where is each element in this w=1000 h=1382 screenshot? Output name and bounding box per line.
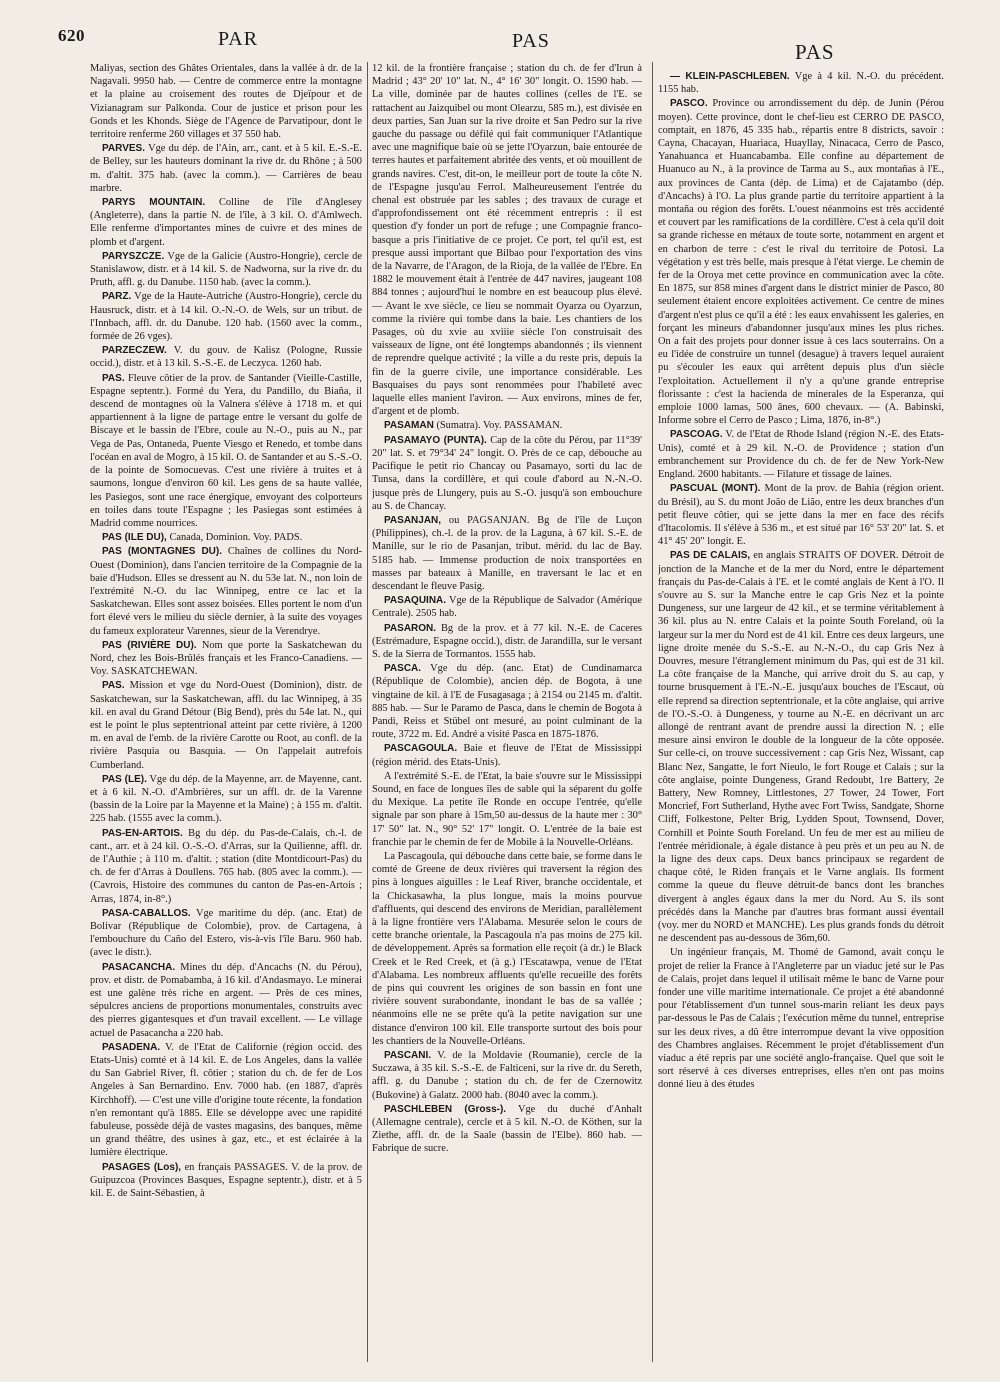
dictionary-entry [372, 434, 642, 513]
entry-headword: PASARON. [384, 622, 437, 634]
dictionary-entry [372, 770, 642, 849]
dictionary-entry [372, 62, 642, 418]
entry-headword: PAS (RIVIÈRE DU). [102, 639, 197, 651]
entry-text: Baie et fleuve de l'Etat de Mississippi (région mérid. des Etats-Unis). [372, 743, 642, 768]
dictionary-entry [372, 1103, 642, 1156]
text-column-left [90, 62, 362, 1362]
entry-headword: PAS (MONTAGNES DU). [102, 546, 222, 558]
entry-text: ou PAGSANJAN. Bg de l'île de Luçon (Philippines), ch.-l. de la prov. de la Laguna, à 67 kil. S.-E. de Manille, sur le rio de Pasanjan, tribut. mérid. du lac de Bay. 5185 hab. — Immense production de noix transportées en masses par bateaux à Manille, en traversant le lac et en descendant le fleuve Pasig. [372, 514, 642, 592]
entry-headword: PASAGES (Los), [102, 1161, 182, 1173]
entry-text: V. de l'Etat de Rhode Island (région N.-E. des Etats-Unis), comté et à 29 kil. N.-O. de Providence ; station d'un embranchement sur Providence du ch. de fer de New York-New England. 2600 habitants. — Filature et tissage de laines. [658, 429, 944, 481]
entry-text: A l'extrémité S.-E. de l'Etat, la baie s'ouvre sur le Mississippi Sound, en face de longues îles de sable qui la séparent du golfe du Mexique. La petite île Ronde en occupe l'entrée, qu'elle signale par son phare à 15m,50 au-dessus de la haute mer : 30° 17' 50" lat. N., 90° 52' 17" longit. O. L'entrée de la baie est franchie par le chemin de fer de Mobile à la Nouvelle-Orléans. [372, 770, 642, 848]
dictionary-entry [372, 662, 642, 741]
entry-headword: PASAMAYO (PUNTA). [384, 434, 487, 446]
dictionary-entry [372, 514, 642, 593]
dictionary-entry [90, 531, 362, 544]
entry-headword: PASA-CABALLOS. [102, 907, 191, 919]
dictionary-entry [90, 1041, 362, 1160]
entry-headword: PAS (LE). [102, 773, 147, 785]
column-divider [367, 62, 368, 1362]
entry-text: Vge maritime du dép. (anc. Etat) de Bolivar (République de Colombie), prov. de Cartagena, à l'embouchure du Caño del Estero, vis-à-vis l'île Baru. 960 hab. (avec le distr.). [90, 907, 362, 959]
entry-text: V. du gouv. de Kalisz (Pologne, Russie occid.), distr. et à 13 kil. S.-S.-E. de Leczyca. 1260 hab. [90, 345, 362, 370]
dictionary-entry [90, 679, 362, 771]
entry-text: Vge du dép. de la Mayenne, arr. de Mayenne, cant. et à 6 kil. N.-O. d'Ambrières, sur un affl. dr. de la Varenne (bassin de la Loire par la Mayenne et la Maine) ; à 155 m. d'altit. 225 hab. (1555 avec la comm.). [90, 773, 362, 825]
entry-text: Vge à 4 kil. N.-O. du précédent. 1155 hab. [658, 71, 944, 96]
dictionary-entry [372, 622, 642, 662]
text-column-right [658, 70, 944, 1370]
dictionary-entry [90, 250, 362, 290]
entry-text: Colline de l'île d'Anglesey (Angleterre), dans la partie N. de l'île, à 3 kil. O. d'Amlwech. Elle renferme d'importantes mines de cuivre et des mines de plomb et d'argent. [90, 197, 362, 248]
entry-headword: PASAMAN [384, 420, 434, 432]
entry-headword: PASCO. [670, 98, 708, 110]
entry-headword: PASADENA. [102, 1041, 161, 1053]
entry-headword: PARZ. [102, 291, 132, 303]
entry-headword: PASCOAG. [670, 429, 723, 441]
dictionary-entry [658, 549, 944, 945]
dictionary-entry [658, 946, 944, 1091]
dictionary-entry [90, 290, 362, 343]
entry-headword: PAS DE CALAIS, [670, 550, 751, 562]
entry-text: Mines du dép. d'Ancachs (N. du Pérou), prov. et distr. de Pomabamba, à 16 kil. d'Andasmayo. Le minerai est une galène très riche en argent. — Près de ces mines, sépulcres anciens de proportions monumentales, construits avec des pierres gigantesques et d'un travail excellent. — Le village actuel de Pasacancha a 220 hab. [90, 961, 362, 1039]
entry-headword: — KLEIN-PASCHLEBEN. [670, 71, 790, 82]
entry-text: Vge de la Haute-Autriche (Austro-Hongrie), cercle du Hausruck, distr. et à 14 kil. O.-N.-O. de Wels, sur un tribut. de l'Innbach, affl. dr. du Danube. 120 hab. (1560 avec la comm., formée de 26 vges). [90, 291, 362, 343]
entry-text: Bg de la prov. et à 77 kil. N.-E. de Caceres (Estrémadure, Espagne occid.), distr. de Jarandilla, sur le versant S. de la Sierra de Tormantos. 1555 hab. [372, 622, 642, 660]
entry-text: Bg du dép. du Pas-de-Calais, ch.-l. de cant., arr. et à 24 kil. O.-S.-O. d'Arras, sur la Quilienne, affl. dr. de l'Authie ; à 110 m. d'altit. ; station (dite Montdicourt-Pas) du ch. de fer d'Arras à Doullens. 765 hab. (805 avec la comm.). — (Cavrois, Histoire des communes du canton de Pas-en-Artois ; Arras, 1874, in-8°.) [90, 827, 362, 905]
entry-text: Vge de la République de Salvador (Amérique Centrale). 2505 hab. [372, 595, 642, 620]
entry-text: La Pascagoula, qui débouche dans cette baie, se forme dans le comté de Greene de deux rivières qui traversent la région des pins à longues aiguilles : le Leaf River, branche occidentale, et la Chickasawha, la plus longue, mais la moins pourvue d'affluents, qui descend des environs de Meridian, parallèlement à la ligne frontière vers l'Alabama. Mesurée selon le cours de cette branche orientale, la Pascagoula n'a pas moins de 275 kil. de développement. Après sa formation elle reçoit (à dr.) le Black Creek et le Red Creek, et (à g.) l'Escatawpa, venue de l'Etat d'Alabama. Les nombreux affluents qu'elle recueille des forêts de pins qui couvrent les origines de son bassin en font une rivière souvent surabondante, inondant le bas de sa vallée ; néanmoins elle ne se prête qu'à la petite navigation sur une distance d'environ 100 kil. Elle transporte surtout des bois pour les chantiers de la Nouvelle-Orléans. [372, 850, 642, 1047]
entry-headword: PASACANCHA. [102, 961, 176, 973]
dictionary-entry [90, 372, 362, 530]
entry-text: Un ingénieur français, M. Thomé de Gamond, avait conçu le projet de relier la France à l'Angleterre par un viaduc jeté sur le Pas de Calais, projet dans lequel il utilisait même le banc de Varne pour fonder une ville maritime internationale. Ce projet a été abandonné pour l'établissement d'un tunnel sous-marin reliant les deux pays par-dessous le Pas de Calais ; l'exécution même du tunnel, entreprise sur les deux rives, a dû être interrompue devant la vive opposition des Chambres anglaises. Récemment le projet d'établissement d'un viaduc a été repris par une société anglo-française. Quel que soit le sort réservé à ces diverses entreprises, elles n'en ont pas moins donné lieu à des études [658, 947, 944, 1091]
dictionary-entry [90, 961, 362, 1040]
entry-headword: PASANJAN, [384, 514, 442, 526]
entry-text: Vge du duché d'Anhalt (Allemagne centrale), cercle et à 5 kil. N.-O. de Köthen, sur la Ziethe, affl. dr. de la Saale (bassin de l'Elbe). 860 hab. — Fabrique de sucre. [372, 1103, 642, 1155]
entry-text: Chaînes de collines du Nord-Ouest (Dominion), dans l'ancien territoire de la Compagnie de la baie d'Hudson. Elles se dressent au N. du 53e lat. N., non loin de l'extrémité N.-O. du lac Winnipeg, entre ce lac et la Saskatchewan. Elles sont assez boisées. Elles portent le nom d'un fort élevé vers le milieu du siècle dernier, à la suite des voyages du fameux explorateur Varennes, sieur de la Verendrye. [90, 546, 362, 637]
dictionary-entry [372, 1049, 642, 1102]
text-column-middle [372, 62, 642, 1362]
dictionary-entry [372, 419, 642, 432]
dictionary-entry [372, 850, 642, 1048]
entry-headword: PAS. [102, 680, 125, 692]
entry-text: Mont de la prov. de Bahia (région orient. du Brésil), au S. du mont João de Lião, entre les deux branches d'un petit fleuve côtier, qui se jette dans la mer en face des récifs d'Itacolomis. Il s'élève à 536 m., et est situé par 16° 53' 20" lat. S. et 41° 45' 20" longit. E. [658, 483, 944, 548]
entry-headword: PASCA. [384, 663, 422, 675]
entry-headword: PAS-EN-ARTOIS. [102, 827, 183, 839]
entry-text: Mission et vge du Nord-Ouest (Dominion), distr. de Saskatchewan, sur la Saskatchewan, affl. du lac Winnipeg, à 35 kil. en aval du Grand Détour (Big Bend), près du 54e lat. N., qui est le point le plus septentrional atteint par cette rivière, à 1200 m. en aval de l'emb. de la rivière Carotte ou Root, au confl. de la rivière Pasquia ou Basquia. — On l'appelait autrefois Cumberland. [90, 680, 362, 771]
entry-headword: PARYSZCZE. [102, 250, 165, 262]
dictionary-entry [90, 1161, 362, 1201]
entry-text: V. de la Moldavie (Roumanie), cercle de la Suczawa, à 35 kil. S.-S.-E. de Falticeni, sur la rive dr. du Sereth, affl. g. du Danube ; station du ch. de fer de Czernowitz (Bukovine) à Galatz. 2000 hab. (8040 avec la comm.). [372, 1050, 642, 1101]
entry-text: Maliyas, section des Ghâtes Orientales, dans la vallée à dr. de la Nagavali. 9950 hab. — Centre de commerce entre la montagne et la plaine au croisement des routes de Djeïpour et de Vizianagram sur Palkonda. Cour de justice et prison pour les Gonds et les Khonds. Siège de l'Agence de Parvatipour, dont le territoire renferme 260 villages et 37 550 hab. [90, 63, 362, 141]
entry-headword: PAS. [102, 372, 125, 384]
entry-text: Nom que porte la Saskatchewan du Nord, chez les Bois-Brûlés français et les Franco-Canadiens. — Voy. SASKATCHEWAN. [90, 639, 362, 678]
entry-text: Cap de la côte du Pérou, par 11°39' 20" lat. S. et 79°34' 24" longit. O. Près de ce cap, débouche au Pacifique le petit rio Chancay ou Pasamayo, sorti du lac de Tunsa, dans la cordillère, et qui coule d'abord au N.-N.-O. jusque près de Llungery, puis au S.-O. jusqu'à son embouchure au S. de Chancay. [372, 434, 642, 512]
entry-text: Canada, Dominion. Voy. PADS. [169, 532, 303, 544]
entry-headword: PASCANI. [384, 1050, 432, 1062]
entry-headword: PAS (ILE DU), [102, 532, 167, 544]
dictionary-entry [90, 639, 362, 679]
entry-headword: PARZECZEW. [102, 345, 167, 357]
dictionary-entry [90, 827, 362, 906]
dictionary-entry [90, 773, 362, 826]
dictionary-entry [372, 742, 642, 768]
running-head-center: PAS [512, 30, 550, 52]
dictionary-entry [90, 545, 362, 637]
entry-text: en anglais STRAITS OF DOVER. Détroit de jonction de la Manche et de la mer du Nord, entre le département français du Pas-de-Calais à l'E. et le comté anglais de Kent à l'O. Il s'ouvre au S. sur la Manche entre le cap Gris Nez et la pointe Dungeness, sur une largeur de 42 kil., et se termine véritablement à 36 kil. plus au N. entre Calais et la pointe South Foreland, où la largeur sur la mer du Nord est de 41 kil. Entre ces deux largeurs, une ligne droite menée du S.-S.-E. au N.-N.-O., du cap Gris Nez à Douvres, mesure l'étranglement minimum du Pas, qui est de 31 kil. La côte française de la Manche, qui arrive droit du S. au cap, y tourne brusquement à l'E.-N.-E. jusqu'aux bouches de l'Escaut, où elle reprend sa direction septentrionale, et la côte anglaise, qui arrive de l'O.-S.-O. à Dungeness, y tourne au N.-E. en décrivant un arc allongé de rentrant avant de prendre aussi la direction N. ; elle mesure ainsi environ le double de la longueur de la côte opposée. Sur celle-ci, on trouve successivement : cap Gris Nez, Wissant, cap Blanc Nez, Sangatte, le fort Nieulo, le fort Rouge et Calais ; sur la côte anglaise, pointe Dungeness, Grand Redoubt, 1re Battery, 2e Battery, New Romney, Littlestones, 27 Tower, 24 Tower, Fort Moncrief, Fort Sutherland, Hythe avec Fort Twiss, Sandgate, Shorne Cliff, Folkestone, Pelter Brig, Lydden Spout, Townsend, Dover, Cornhill et Pointe South Foreland. Un feu de mer est au milieu de l'entrée méridionale, à égale distance à peu près et un peu au N. de la ligne des deux caps. Deux bancs principaux se regardent de chaque côté, le Riden français et le Varne anglais. Ils forment comme la queue du fleuve détruit-de bancs dont les branches divergent à angles égaux dans la mer du Nord. Au S. ils sont précédés dans la Manche par d'autres bras formant aussi éventail (voy. mer du NORD et MANCHE). Les plus grands fonds du détroit ne descendent pas au-dessous de 36m,60. [658, 550, 944, 945]
dictionary-entry [372, 594, 642, 620]
entry-text: 12 kil. de la frontière française ; station du ch. de fer d'Irun à Madrid ; 43° 20' 10" lat. N., 4° 16' 30" longit. O. 1590 hab. — La ville, dominée par de hautes collines (celles de l'E. se rattachent au Jaizquibel ou mont Olearzu, 585 m.), est divisée en deux parties, San Juan sur la rive droite et San Pedro sur la rive gauche du passage ou défilé qui fait communiquer l'Atlantique avec une magnifique baie où se jette l'Oyarzun, baie entourée de terres hautes et parfaitement abritée des vents, et où mouillent de grands navires. C'est, dit-on, le meilleur port de toute la côte N. de l'Espagne jusqu'au Ferrol. Malheureusement l'entrée du chenal est obstruée par les sables ; des travaux de curage et d'approfondissement ont été récemment entrepris : il est question d'y fonder un port de refuge ; une Compagnie franco-basque a pris l'initiative de ce projet. Ce port, tel qu'il est, est presque aussi important que Bilbao pour l'exportation des vins de la Navarre, de l'Aragon, de la Rioja, de la vallée de l'Ebre. En 1882 le mouvement était à l'entrée de 447 navires, jaugeant 108 884 tonnes ; aujourd'hui le nombre en est beaucoup plus élevé. — Avant le xve siècle, ce lieu se nommait Oyarza ou Oyarzun, comme la rivière qui tombe dans la baie. Les chantiers de los Pasages, où du xvie au xviiie siècle l'on construisait des vaisseaux de ligne, ont été longtemps abandonnés ; ils viennent de reprendre quelque activité ; la ville a du reste pris, depuis la fin de la guerre civile, une importance considérable. Les Basquaises du pays sont renommées pour l'habileté avec laquelle elles manient l'aviron. — Aux environs, mines de fer, d'argent et de plomb. [372, 63, 642, 418]
entry-text: Vge du dép. (anc. Etat) de Cundinamarca (République de Colombie), ancien dép. de Bogota, à une vingtaine de kil. à l'E de Fusagasaga ; à 2154 ou 2145 m. d'altit. 885 hab. — Sur le Paramo de Pasca, dans le chemin de Bogota à Pandi, Reiss et Stübel ont mesuré, au point culminant de la route, 3722 m. Ed. André a visité Pasca en 1875-1876. [372, 663, 642, 741]
dictionary-entry [658, 97, 944, 427]
dictionary-entry [658, 428, 944, 481]
page-number: 620 [58, 26, 85, 45]
entry-headword: PASCHLEBEN (Gross-). [384, 1103, 507, 1115]
entry-text: Vge de la Galicie (Austro-Hongrie), cercle de Stanislawow, distr. et à 14 kil. S. de Nadworna, sur la rive dr. du Pruth, affl. g. du Danube. 1150 hab. (avec la comm.). [90, 250, 362, 289]
column-divider [652, 62, 653, 1362]
entry-text: Fleuve côtier de la prov. de Santander (Vieille-Castille, Espagne septentr.). Formé du Yera, du Pandillo, du Biaña, il descend de montagnes où la Valnera s'élève à 1718 m. et qui appartiennent à la ligne de partage entre le versant du golfe de Biscaye et le bassin de l'Ebre, coule au N.-O., puis au N., par Vega de Pas, Ontaneda, Puente Viesgo et Renedo, et tombe dans l'océan en aval de Mogro, à 15 kil. O. de Santander et au S.-S.-O. de la pointe de Somocuevas. C'est une rivière à truites et à saumons, longue d'environ 60 kil. Les gens de sa haute vallée, les Pasiegos, sont une race énergique, envoyant des colporteurs en toiles dans toute l'Espagne ; les Pasiegas sont estimées à Madrid comme nourrices. [90, 372, 362, 529]
entry-headword: PASCAGOULA. [384, 743, 458, 755]
entry-text: (Sumatra). Voy. PASSAMAN. [436, 420, 563, 432]
entry-text: en français PASSAGES. V. de la prov. de Guipuzcoa (Provinces Basques, Espagne septentr.), distr. et à 5 kil. E. de Saint-Sébastien, à [90, 1161, 362, 1200]
dictionary-entry [90, 142, 362, 195]
dictionary-entry [90, 907, 362, 960]
entry-headword: PARVES. [102, 143, 145, 155]
entry-headword: PARYS MOUNTAIN. [102, 197, 206, 209]
dictionary-entry [90, 196, 362, 249]
entry-text: Vge du dép. de l'Ain, arr., cant. et à 5 kil. E.-S.-E. de Belley, sur les hauteurs dominant la rive dr. du Rhône ; à 500 m. d'altit. 375 hab. (avec la comm.). — Carrières de beau marbre. [90, 143, 362, 194]
entry-headword: PASAQUINA. [384, 595, 447, 607]
entry-text: V. de l'Etat de Californie (région occid. des Etats-Unis) comté et à 14 kil. E. de Los Angeles, dans la vallée du San Gabriel River, fl. côtier ; station du ch. de fer de Los Angeles à San Bernardino. Env. 7000 hab. (en 1887, d'après Kirchhoff). — C'est une ville d'origine toute récente, la fondation n'en remontant qu'à 1885. Elle se développe avec une rapidité fabuleuse, possède déjà de vastes magasins, des banques, même un grand théâtre, des usines à gaz, etc., et est éclairée à la lumière électrique. [90, 1041, 362, 1159]
running-head-right: PAS [795, 40, 835, 64]
running-head-left: PAR [218, 28, 259, 50]
dictionary-entry [90, 344, 362, 370]
dictionary-entry [90, 62, 362, 141]
entry-text: Province ou arrondissement du dép. de Junin (Pérou moyen). Cette province, dont le chef-lieu est CERRO DE PASCO, comptait, en 1876, 45 335 hab., répartis entre 8 districts, savoir : Cayna, Chacayan, Huariaca, Huayllay, Ninacaca, Cerro de Pasco, Yanahuanca et Huancabamba. Elle confine au département de Huanuco au N., à la province de Tarma au S., aux montañas à l'E., aux provinces de Canta (dép. de Lima) et de Cajatambo (dép. d'Ancachs) à l'O. La plus grande partie du territoire appartient à la montaña ou région des forêts. L'ouest néanmoins est très accidenté et couvert par les ramifications de la cordillère. C'est à cela qu'il doit sa grande richesse en métaux de toute sorte, notamment en argent et en charbon de terre : c'est le rival du territoire de Potosi. La végétation y est très belle, mais presque à l'état vierge. Le chemin de fer de la Oroya met cette province en communication avec la côte. En 1875, sur 858 mines d'argent dans le district minier de Pasco, 80 seulement étaient encore exploitées activement. Ce centre de mines d'argent n'est plus ce qu'il a été : les eaux envahissent les galeries, en forçant les mineurs d'abandonner jusqu'aux mines les plus riches. On a fait des projets pour donner issue à ces lacs souterrains. On a eu l'idée de construire un tunnel (desague) à travers lequel auraient pu s'écouler les eaux qui arrêtent depuis plus d'un siècle l'exploitation. Actuellement il n'y a qu'une grande entreprise florissante : c'est la hacienda de minerales de la Esperanza, qui emploie 1000 lamas, 500 ânes, 600 chevaux. — (A. Babinski, Informe sobre el Cerro de Pasco ; Lima, 1876, in-8°.) [658, 98, 944, 427]
dictionary-entry [658, 70, 944, 96]
dictionary-entry [658, 482, 944, 548]
entry-headword: PASCUAL (MONT). [670, 483, 761, 495]
